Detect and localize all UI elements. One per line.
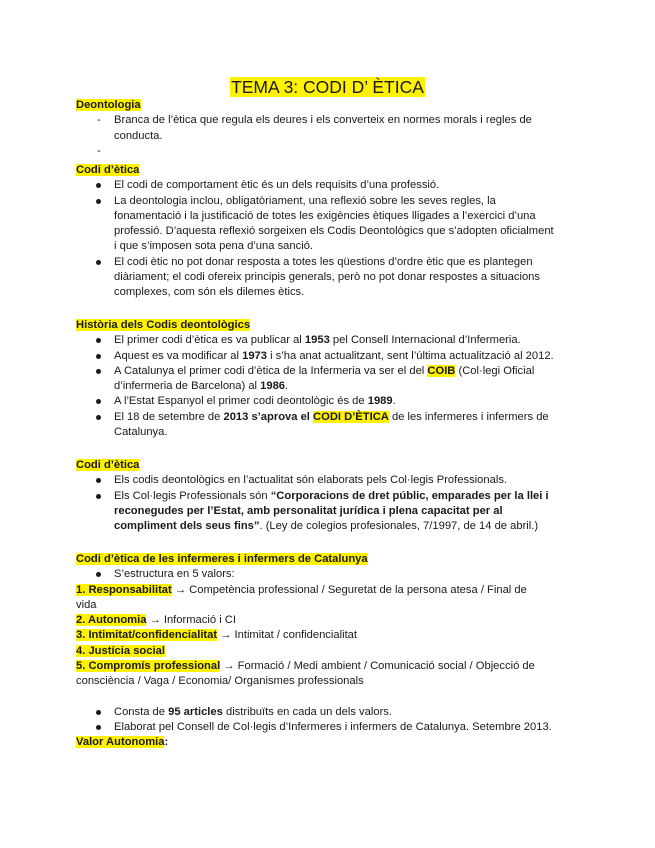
section-codi-etica-2 (76, 458, 586, 534)
text: El primer codi d’ètica es va publicar al (114, 334, 305, 347)
list-item (76, 349, 586, 364)
text: Aquest es va modificar al (114, 349, 243, 362)
heading-historia: Història dels Codis deontològics (76, 319, 251, 331)
text-line: professió. D’aquesta reflexió sorgeixen els Codis Deontològics que s’adopten oficialment (114, 225, 554, 238)
text: pel Consell Internacional d’Infermeria. (329, 334, 521, 347)
text: i s’ha anat actualitzant, sent l’última actualització al 2012. (266, 349, 554, 362)
page-title: TEMA 3: CODI D’ ÈTICA (231, 77, 424, 97)
text-line: fonamentació i la justificació de totes les exigències ètiques lligades a l’exercici d’una (114, 209, 536, 222)
list-item (76, 473, 586, 488)
valor-1 (76, 583, 586, 598)
text: A l’Estat Espanyol el primer codi deontològic és de (114, 395, 368, 408)
list-item (76, 394, 586, 409)
text-line: S’estructura en 5 valors: (114, 568, 235, 581)
text-line: Elaborat pel Consell de Col·legis d’Infermeres i infermers de Catalunya. Setembre 2013. (114, 720, 552, 733)
valor-label: 4. Justícia social (76, 644, 165, 657)
bold-quote: compliment dels seus fins” (114, 520, 260, 533)
list-item (76, 410, 586, 441)
list-item (76, 255, 586, 301)
valor-text: consciència / Vaga / Economia/ Organismes professionals (76, 675, 364, 688)
coib-highlight: COIB (427, 364, 456, 377)
text-line: El codi ètic no pot donar resposta a totes les qüestions d’ordre ètic que es plantegen (114, 255, 533, 268)
heading-deontologia: Deontologia (76, 99, 141, 111)
valor-label: 3. Intimitat/confidencialitat (76, 629, 218, 642)
heading-codi-etica-2: Codi d’ètica (76, 459, 140, 471)
valor-text: vida (76, 598, 97, 611)
valor-text: → Competència professional / Seguretat de la persona atesa / Final de (171, 583, 527, 596)
valor-autonomia-heading (76, 735, 586, 750)
heading-codi-catalunya: Codi d’ètica de les infermeres i infermers de Catalunya (76, 553, 368, 565)
section-codi-catalunya (76, 552, 586, 751)
valor-text: → Formació / Medi ambient / Comunicació social / Objecció de (220, 660, 535, 673)
bold-text: 2013 s’aprova el (223, 410, 314, 423)
valor-4 (76, 644, 586, 659)
valor-5 (76, 659, 586, 674)
text: . (392, 395, 396, 408)
section-codi-etica-1 (76, 163, 586, 301)
year: 1989 (367, 395, 393, 408)
text: . (Ley de colegios profesionales, 7/1997, de 14 de abril.) (259, 520, 539, 533)
list-item (76, 720, 586, 735)
text-line: i que s’imposen sota pena d’una sanció. (114, 240, 314, 253)
text-line: Catalunya. (114, 426, 168, 439)
text-line: Els codis deontològics en l’actualitat són elaborats pels Col·legis Professionals. (114, 474, 508, 487)
year: 1986 (260, 380, 286, 393)
bold-quote: reconegudes per l’Estat, amb personalitat jurídica i plena capacitat per al (114, 504, 503, 517)
text-line: diàriament; el codi ofereix principis generals, però no pot donar respostes a situacions (114, 271, 540, 284)
section-deontologia (76, 98, 586, 159)
list-item (76, 194, 586, 255)
text: Els Col·legis Professionals són (114, 489, 271, 502)
text: d’infermeria de Barcelona) al (114, 380, 261, 393)
valor-label: 2. Autonomia (76, 614, 147, 627)
text: El 18 de setembre de (114, 410, 224, 423)
text-line: El codi de comportament ètic és un dels requisits d’una professió. (114, 179, 440, 192)
codi-etica-highlight: CODI D’ÈTICA (313, 410, 389, 423)
text: distribuïts en cada un dels valors. (222, 705, 393, 718)
bold-text: 95 articles (168, 705, 223, 718)
valor-text: → Informació i CI (146, 614, 236, 627)
valor-2 (76, 613, 586, 628)
text: A Catalunya el primer codi d’ètica de la Infermeria va ser el del (114, 364, 428, 377)
list-item (76, 567, 586, 582)
year: 1973 (242, 349, 267, 362)
list-item (76, 333, 586, 348)
valor-label: 1. Responsabilitat (76, 583, 172, 596)
title-wrap (0, 76, 655, 98)
text-line: complexes, com són els dilemes ètics. (114, 286, 305, 299)
year: 1953 (304, 334, 330, 347)
text-line: La deontologia inclou, obligatòriament, una reflexió sobre les seves regles, la (114, 194, 496, 207)
list-item (76, 489, 586, 535)
text: . (285, 380, 289, 393)
list-item (76, 178, 586, 193)
text: Consta de (114, 705, 169, 718)
section-historia (76, 318, 586, 440)
text: de les infermeres i infermers de (388, 410, 549, 423)
valor-text: → Intimitat / confidencialitat (217, 629, 358, 642)
list-item (76, 705, 586, 720)
colon: : (164, 736, 169, 749)
valor-autonomia-label: Valor Autonomia (76, 736, 165, 749)
list-item (76, 113, 586, 144)
list-item (76, 364, 586, 395)
valor-3 (76, 628, 586, 643)
valor-label: 5. Compromís professional (76, 660, 221, 673)
heading-codi-etica: Codi d’ètica (76, 164, 140, 176)
text-line: conducta. (114, 129, 163, 142)
bold-quote: “Corporacions de dret públic, emparades per la llei i (270, 489, 549, 502)
text-line: - Branca de l’ètica que regula els deures i els converteix en normes morals i regles de (114, 114, 532, 127)
list-item-empty (76, 144, 586, 159)
text: (Col·legi Oficial (455, 364, 535, 377)
